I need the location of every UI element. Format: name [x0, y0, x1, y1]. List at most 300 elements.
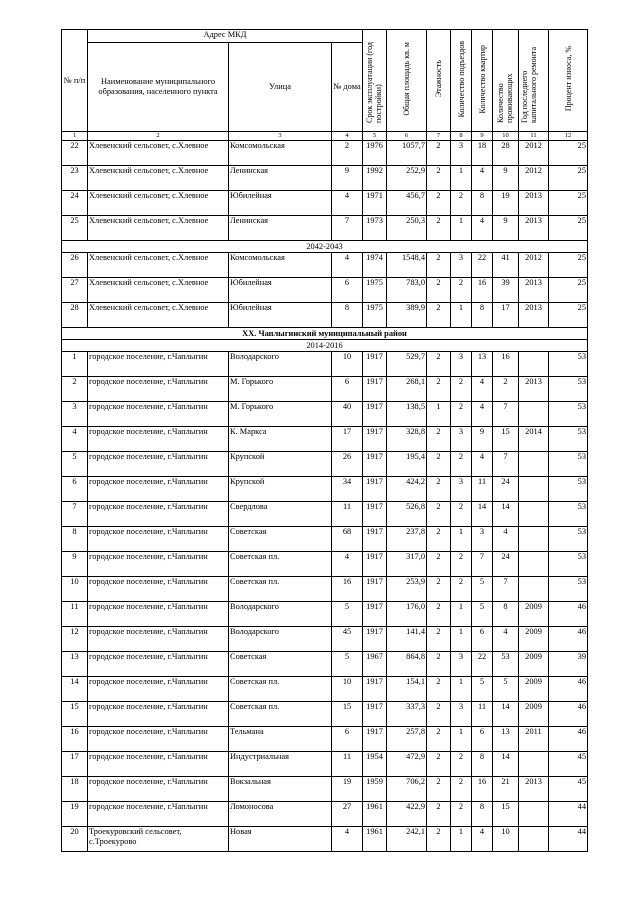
column-number-row	[62, 132, 588, 141]
table-cell: 1057,7	[387, 141, 427, 166]
table-cell: 4	[472, 452, 493, 477]
table-cell: городское поселение, г.Чаплыгин	[88, 477, 229, 502]
table-cell: городское поселение, г.Чаплыгин	[88, 552, 229, 577]
section-title: 2042-2043	[62, 241, 588, 253]
table-cell: 39	[549, 652, 588, 677]
header-n	[62, 30, 88, 132]
table-cell: 16	[62, 727, 88, 752]
table-row	[62, 677, 588, 702]
table-cell: 16	[493, 352, 519, 377]
table-cell: 11	[62, 602, 88, 627]
table-cell: 3	[451, 253, 472, 278]
table-cell: 22	[472, 253, 493, 278]
table-cell: 2	[427, 827, 451, 852]
table-cell: 2013	[519, 191, 549, 216]
table-cell: 1917	[363, 377, 387, 402]
header-municipality: Наименование муниципального образования, населенного пункта	[88, 43, 229, 132]
table-cell: 1975	[363, 278, 387, 303]
table-row	[62, 802, 588, 827]
table-cell: 1917	[363, 452, 387, 477]
table-cell: 19	[332, 777, 363, 802]
header-wear-text: Процент износа, %	[563, 46, 573, 112]
table-cell: 25	[62, 216, 88, 241]
table-cell: 2	[451, 191, 472, 216]
table-cell: 1954	[363, 752, 387, 777]
table-cell: 8	[332, 303, 363, 328]
table-cell: 16	[472, 777, 493, 802]
table-cell: Крупской	[229, 477, 332, 502]
table-cell: Хлевенский сельсовет, с.Хлевное	[88, 278, 229, 303]
table-row	[62, 577, 588, 602]
table-cell: 2009	[519, 702, 549, 727]
table-cell: городское поселение, г.Чаплыгин	[88, 527, 229, 552]
table-cell: Юбилейная	[229, 303, 332, 328]
table-cell: 16	[332, 577, 363, 602]
table-cell: 8	[472, 303, 493, 328]
table-cell: 4	[472, 166, 493, 191]
table-cell: 23	[62, 166, 88, 191]
table-cell: 2	[427, 477, 451, 502]
table-cell: Хлевенский сельсовет, с.Хлевное	[88, 253, 229, 278]
table-cell: 1973	[363, 216, 387, 241]
table-cell: М. Горького	[229, 377, 332, 402]
table-cell: 1	[62, 352, 88, 377]
table-cell: 11	[472, 702, 493, 727]
table-cell: 24	[493, 477, 519, 502]
table-cell: 3	[451, 477, 472, 502]
table-cell: Крупской	[229, 452, 332, 477]
table-cell: 2014	[519, 427, 549, 452]
table-cell	[519, 402, 549, 427]
table-cell: 1	[451, 627, 472, 652]
table-cell: 14	[472, 502, 493, 527]
table-cell: Комсомольская	[229, 253, 332, 278]
table-cell: 53	[549, 552, 588, 577]
table-row	[62, 452, 588, 477]
column-number: 5	[363, 132, 387, 141]
table-cell: 46	[549, 677, 588, 702]
table-cell	[519, 577, 549, 602]
table-cell: 46	[549, 602, 588, 627]
table-cell: 2	[451, 777, 472, 802]
table-cell: 2013	[519, 216, 549, 241]
header-floors-text: Этажность	[434, 60, 443, 98]
column-number: 7	[427, 132, 451, 141]
table-cell: 2011	[519, 727, 549, 752]
table-cell: Ленинская	[229, 166, 332, 191]
table-cell: городское поселение, г.Чаплыгин	[88, 702, 229, 727]
table-cell: 4	[332, 191, 363, 216]
table-cell: 2	[427, 253, 451, 278]
table-cell: 8	[472, 802, 493, 827]
table-cell: 15	[332, 702, 363, 727]
table-cell: 1917	[363, 427, 387, 452]
table-cell: 1917	[363, 352, 387, 377]
table-cell: 6	[332, 278, 363, 303]
table-cell: 10	[332, 677, 363, 702]
table-cell: Хлевенский сельсовет, с.Хлевное	[88, 141, 229, 166]
table-cell: 2	[451, 802, 472, 827]
table-cell: 2	[451, 452, 472, 477]
table-cell: Советская пл.	[229, 677, 332, 702]
table-cell: 18	[62, 777, 88, 802]
table-cell: 39	[493, 278, 519, 303]
header-residents-text: Количество проживающих	[495, 73, 514, 123]
table-cell: 2009	[519, 652, 549, 677]
table-cell: 68	[332, 527, 363, 552]
table-cell: 22	[472, 652, 493, 677]
table-cell: 46	[549, 627, 588, 652]
column-number: 1	[62, 132, 88, 141]
table-cell: 25	[549, 216, 588, 241]
table-cell: 2	[332, 141, 363, 166]
table-cell: Троекуровский сельсовет, с.Троекурово	[88, 827, 229, 852]
table-cell: 2	[493, 377, 519, 402]
table-row	[62, 352, 588, 377]
table-cell: 2	[427, 166, 451, 191]
table-cell: 53	[549, 502, 588, 527]
table-cell	[519, 502, 549, 527]
table-cell: 16	[472, 278, 493, 303]
table-cell: Новая	[229, 827, 332, 852]
table-cell: 5	[472, 677, 493, 702]
table-cell: городское поселение, г.Чаплыгин	[88, 502, 229, 527]
table-row	[62, 377, 588, 402]
table-cell: 3	[451, 702, 472, 727]
table-cell: 2013	[519, 377, 549, 402]
header-residents	[493, 30, 519, 132]
table-cell: 424,2	[387, 477, 427, 502]
column-number: 6	[387, 132, 427, 141]
table-cell: 2013	[519, 777, 549, 802]
table-cell: 5	[62, 452, 88, 477]
table-cell: 328,8	[387, 427, 427, 452]
header-repair	[519, 30, 549, 132]
table-cell: 1917	[363, 677, 387, 702]
table-cell: 422,9	[387, 802, 427, 827]
table-cell: 2	[451, 402, 472, 427]
section-row	[62, 340, 588, 352]
table-cell: 6	[332, 727, 363, 752]
section-row	[62, 328, 588, 340]
table-cell: 4	[332, 827, 363, 852]
table-cell: 2	[427, 602, 451, 627]
table-cell: городское поселение, г.Чаплыгин	[88, 727, 229, 752]
table-cell: 2013	[519, 303, 549, 328]
table-cell: 4	[332, 253, 363, 278]
column-number: 11	[519, 132, 549, 141]
table-cell: 1	[451, 166, 472, 191]
table-cell: 17	[62, 752, 88, 777]
table-cell: 45	[332, 627, 363, 652]
table-cell: 53	[549, 477, 588, 502]
table-cell: 1976	[363, 141, 387, 166]
table-cell: 19	[62, 802, 88, 827]
table-cell: Володарского	[229, 602, 332, 627]
table-cell: 138,5	[387, 402, 427, 427]
table-cell: 6	[332, 377, 363, 402]
table-cell: 14	[493, 702, 519, 727]
table-cell: 9	[472, 427, 493, 452]
table-cell: 706,2	[387, 777, 427, 802]
table-cell: 2	[427, 577, 451, 602]
table-cell: 24	[62, 191, 88, 216]
header-entrances	[451, 30, 472, 132]
table-row	[62, 303, 588, 328]
table-cell: 2009	[519, 627, 549, 652]
table-cell: Комсомольская	[229, 141, 332, 166]
table-cell: 8	[472, 752, 493, 777]
table-cell: 2	[427, 677, 451, 702]
table-cell: 1959	[363, 777, 387, 802]
table-cell: 1961	[363, 827, 387, 852]
table-cell: 2	[427, 377, 451, 402]
table-cell: 1975	[363, 303, 387, 328]
table-cell: 14	[493, 752, 519, 777]
table-cell: 8	[62, 527, 88, 552]
table-cell: 8	[493, 602, 519, 627]
table-row	[62, 141, 588, 166]
table-cell: 526,8	[387, 502, 427, 527]
table-cell: 12	[62, 627, 88, 652]
table-cell: городское поселение, г.Чаплыгин	[88, 377, 229, 402]
table-cell	[519, 827, 549, 852]
table-cell: 1974	[363, 253, 387, 278]
header-house: № дома	[332, 43, 363, 132]
header-row-1	[62, 30, 588, 43]
table-cell	[519, 802, 549, 827]
table-cell: 2	[451, 552, 472, 577]
table-cell: 45	[549, 777, 588, 802]
table-cell: 257,8	[387, 727, 427, 752]
table-cell: 44	[549, 827, 588, 852]
table-cell	[519, 352, 549, 377]
table-cell: 268,1	[387, 377, 427, 402]
table-cell: 11	[332, 502, 363, 527]
table-cell: 40	[332, 402, 363, 427]
table-cell: 2	[427, 191, 451, 216]
table-cell: 4	[493, 627, 519, 652]
table-cell	[519, 527, 549, 552]
table-cell: 7	[493, 577, 519, 602]
table-cell: 53	[493, 652, 519, 677]
table-cell: Юбилейная	[229, 191, 332, 216]
table-cell: 13	[472, 352, 493, 377]
table-cell: 2	[427, 452, 451, 477]
table-cell: Советская пл.	[229, 702, 332, 727]
table-cell: Свердлова	[229, 502, 332, 527]
table-cell: 14	[493, 502, 519, 527]
table-cell: 1917	[363, 552, 387, 577]
table-cell: 4	[62, 427, 88, 452]
table-cell: 7	[493, 402, 519, 427]
column-number: 12	[549, 132, 588, 141]
table-cell: городское поселение, г.Чаплыгин	[88, 677, 229, 702]
table-cell: 5	[472, 577, 493, 602]
table-cell	[519, 752, 549, 777]
column-number: 3	[229, 132, 332, 141]
table-cell: 1917	[363, 727, 387, 752]
section-title: XX. Чаплыгинский муниципальный район	[62, 328, 588, 340]
table-cell: 2	[427, 278, 451, 303]
table-row	[62, 602, 588, 627]
table-cell: 27	[62, 278, 88, 303]
table-row	[62, 278, 588, 303]
table-cell: 1917	[363, 402, 387, 427]
table-cell: городское поселение, г.Чаплыгин	[88, 627, 229, 652]
table-cell: 2012	[519, 166, 549, 191]
table-cell: 9	[493, 216, 519, 241]
table-cell: 2	[427, 141, 451, 166]
table-cell: 10	[493, 827, 519, 852]
header-street: Улица	[229, 43, 332, 132]
section-title: 2014-2016	[62, 340, 588, 352]
table-cell: Хлевенский сельсовет, с.Хлевное	[88, 303, 229, 328]
table-cell: Советская пл.	[229, 577, 332, 602]
table-cell: 337,3	[387, 702, 427, 727]
header-apartments-text: Количество квартир	[477, 44, 487, 114]
table-cell: Юбилейная	[229, 278, 332, 303]
table-cell: Ломоносова	[229, 802, 332, 827]
table-cell: 53	[549, 377, 588, 402]
table-cell: 25	[549, 253, 588, 278]
table-cell: 26	[332, 452, 363, 477]
table-cell: 45	[549, 752, 588, 777]
table-cell: 7	[472, 552, 493, 577]
table-cell: 2	[427, 352, 451, 377]
table-cell: 1917	[363, 702, 387, 727]
table-cell: 1917	[363, 502, 387, 527]
table-cell: 9	[332, 166, 363, 191]
table-row	[62, 827, 588, 852]
table-cell: 11	[472, 477, 493, 502]
table-cell: 176,0	[387, 602, 427, 627]
table-cell: 21	[493, 777, 519, 802]
table-cell: 2013	[519, 278, 549, 303]
table-cell: 6	[472, 727, 493, 752]
table-cell: Вокзальная	[229, 777, 332, 802]
table-cell: 7	[62, 502, 88, 527]
table-cell: 25	[549, 278, 588, 303]
table-cell: 5	[493, 677, 519, 702]
header-n-text: № п/п	[63, 75, 86, 85]
table-cell: 17	[493, 303, 519, 328]
table-cell: 154,1	[387, 677, 427, 702]
table-cell: 2	[427, 627, 451, 652]
table-cell: 472,9	[387, 752, 427, 777]
table-cell: 46	[549, 727, 588, 752]
table-cell: 2	[427, 303, 451, 328]
table-cell: 10	[332, 352, 363, 377]
table-cell: 19	[493, 191, 519, 216]
table-cell: 20	[62, 827, 88, 852]
column-number: 2	[88, 132, 229, 141]
table-cell: 25	[549, 141, 588, 166]
table-cell: 4	[332, 552, 363, 577]
column-number: 9	[472, 132, 493, 141]
table-cell: 529,7	[387, 352, 427, 377]
table-row	[62, 427, 588, 452]
table-cell: 2	[427, 752, 451, 777]
table-cell	[519, 552, 549, 577]
header-entrances-text: Количество подъездов	[456, 40, 466, 118]
table-cell: 13	[62, 652, 88, 677]
table-cell: 2	[451, 577, 472, 602]
table-cell: 6	[62, 477, 88, 502]
table-cell: 9	[62, 552, 88, 577]
header-apartments	[472, 30, 493, 132]
table-cell: 456,7	[387, 191, 427, 216]
table-cell: Хлевенский сельсовет, с.Хлевное	[88, 216, 229, 241]
table-cell: 1	[451, 303, 472, 328]
table-cell: 27	[332, 802, 363, 827]
table-cell: 5	[332, 652, 363, 677]
table-cell: 7	[493, 452, 519, 477]
table-cell: 2	[62, 377, 88, 402]
table-cell: 4	[493, 527, 519, 552]
table-cell: городское поселение, г.Чаплыгин	[88, 752, 229, 777]
table-cell: городское поселение, г.Чаплыгин	[88, 802, 229, 827]
table-cell: 2	[427, 427, 451, 452]
table-cell: 1	[451, 827, 472, 852]
table-cell: 2	[427, 702, 451, 727]
table-row	[62, 627, 588, 652]
table-cell: 22	[62, 141, 88, 166]
table-cell: 1917	[363, 627, 387, 652]
table-cell: 4	[472, 377, 493, 402]
table-cell: 4	[472, 216, 493, 241]
table-cell: Индустриальная	[229, 752, 332, 777]
table-cell: 2	[427, 552, 451, 577]
table-cell: 6	[472, 627, 493, 652]
table-cell: 5	[472, 602, 493, 627]
table-row	[62, 502, 588, 527]
table-cell: 15	[62, 702, 88, 727]
table-cell: 1	[451, 216, 472, 241]
header-wear	[549, 30, 588, 132]
table-cell: 2	[427, 216, 451, 241]
table-cell: 2	[451, 377, 472, 402]
table-row	[62, 752, 588, 777]
table-cell: 864,8	[387, 652, 427, 677]
table-cell: 8	[472, 191, 493, 216]
table-cell: 15	[493, 427, 519, 452]
table-row	[62, 552, 588, 577]
table-cell: 2	[427, 777, 451, 802]
section-row	[62, 241, 588, 253]
table-row	[62, 166, 588, 191]
table-cell: городское поселение, г.Чаплыгин	[88, 427, 229, 452]
table-row	[62, 777, 588, 802]
header-floors	[427, 30, 451, 132]
table-cell: 195,4	[387, 452, 427, 477]
table-cell: 3	[62, 402, 88, 427]
table-cell: 28	[493, 141, 519, 166]
table-cell: городское поселение, г.Чаплыгин	[88, 602, 229, 627]
column-number: 4	[332, 132, 363, 141]
table-cell: 2	[427, 502, 451, 527]
table-row	[62, 216, 588, 241]
table-cell: Советская	[229, 652, 332, 677]
table-cell: 2009	[519, 677, 549, 702]
table-cell: городское поселение, г.Чаплыгин	[88, 777, 229, 802]
table-cell: 2	[451, 502, 472, 527]
table-cell: 1	[427, 402, 451, 427]
table-cell: 1917	[363, 477, 387, 502]
table-cell: 3	[451, 427, 472, 452]
table-cell: Советская пл.	[229, 552, 332, 577]
table-cell: 2009	[519, 602, 549, 627]
